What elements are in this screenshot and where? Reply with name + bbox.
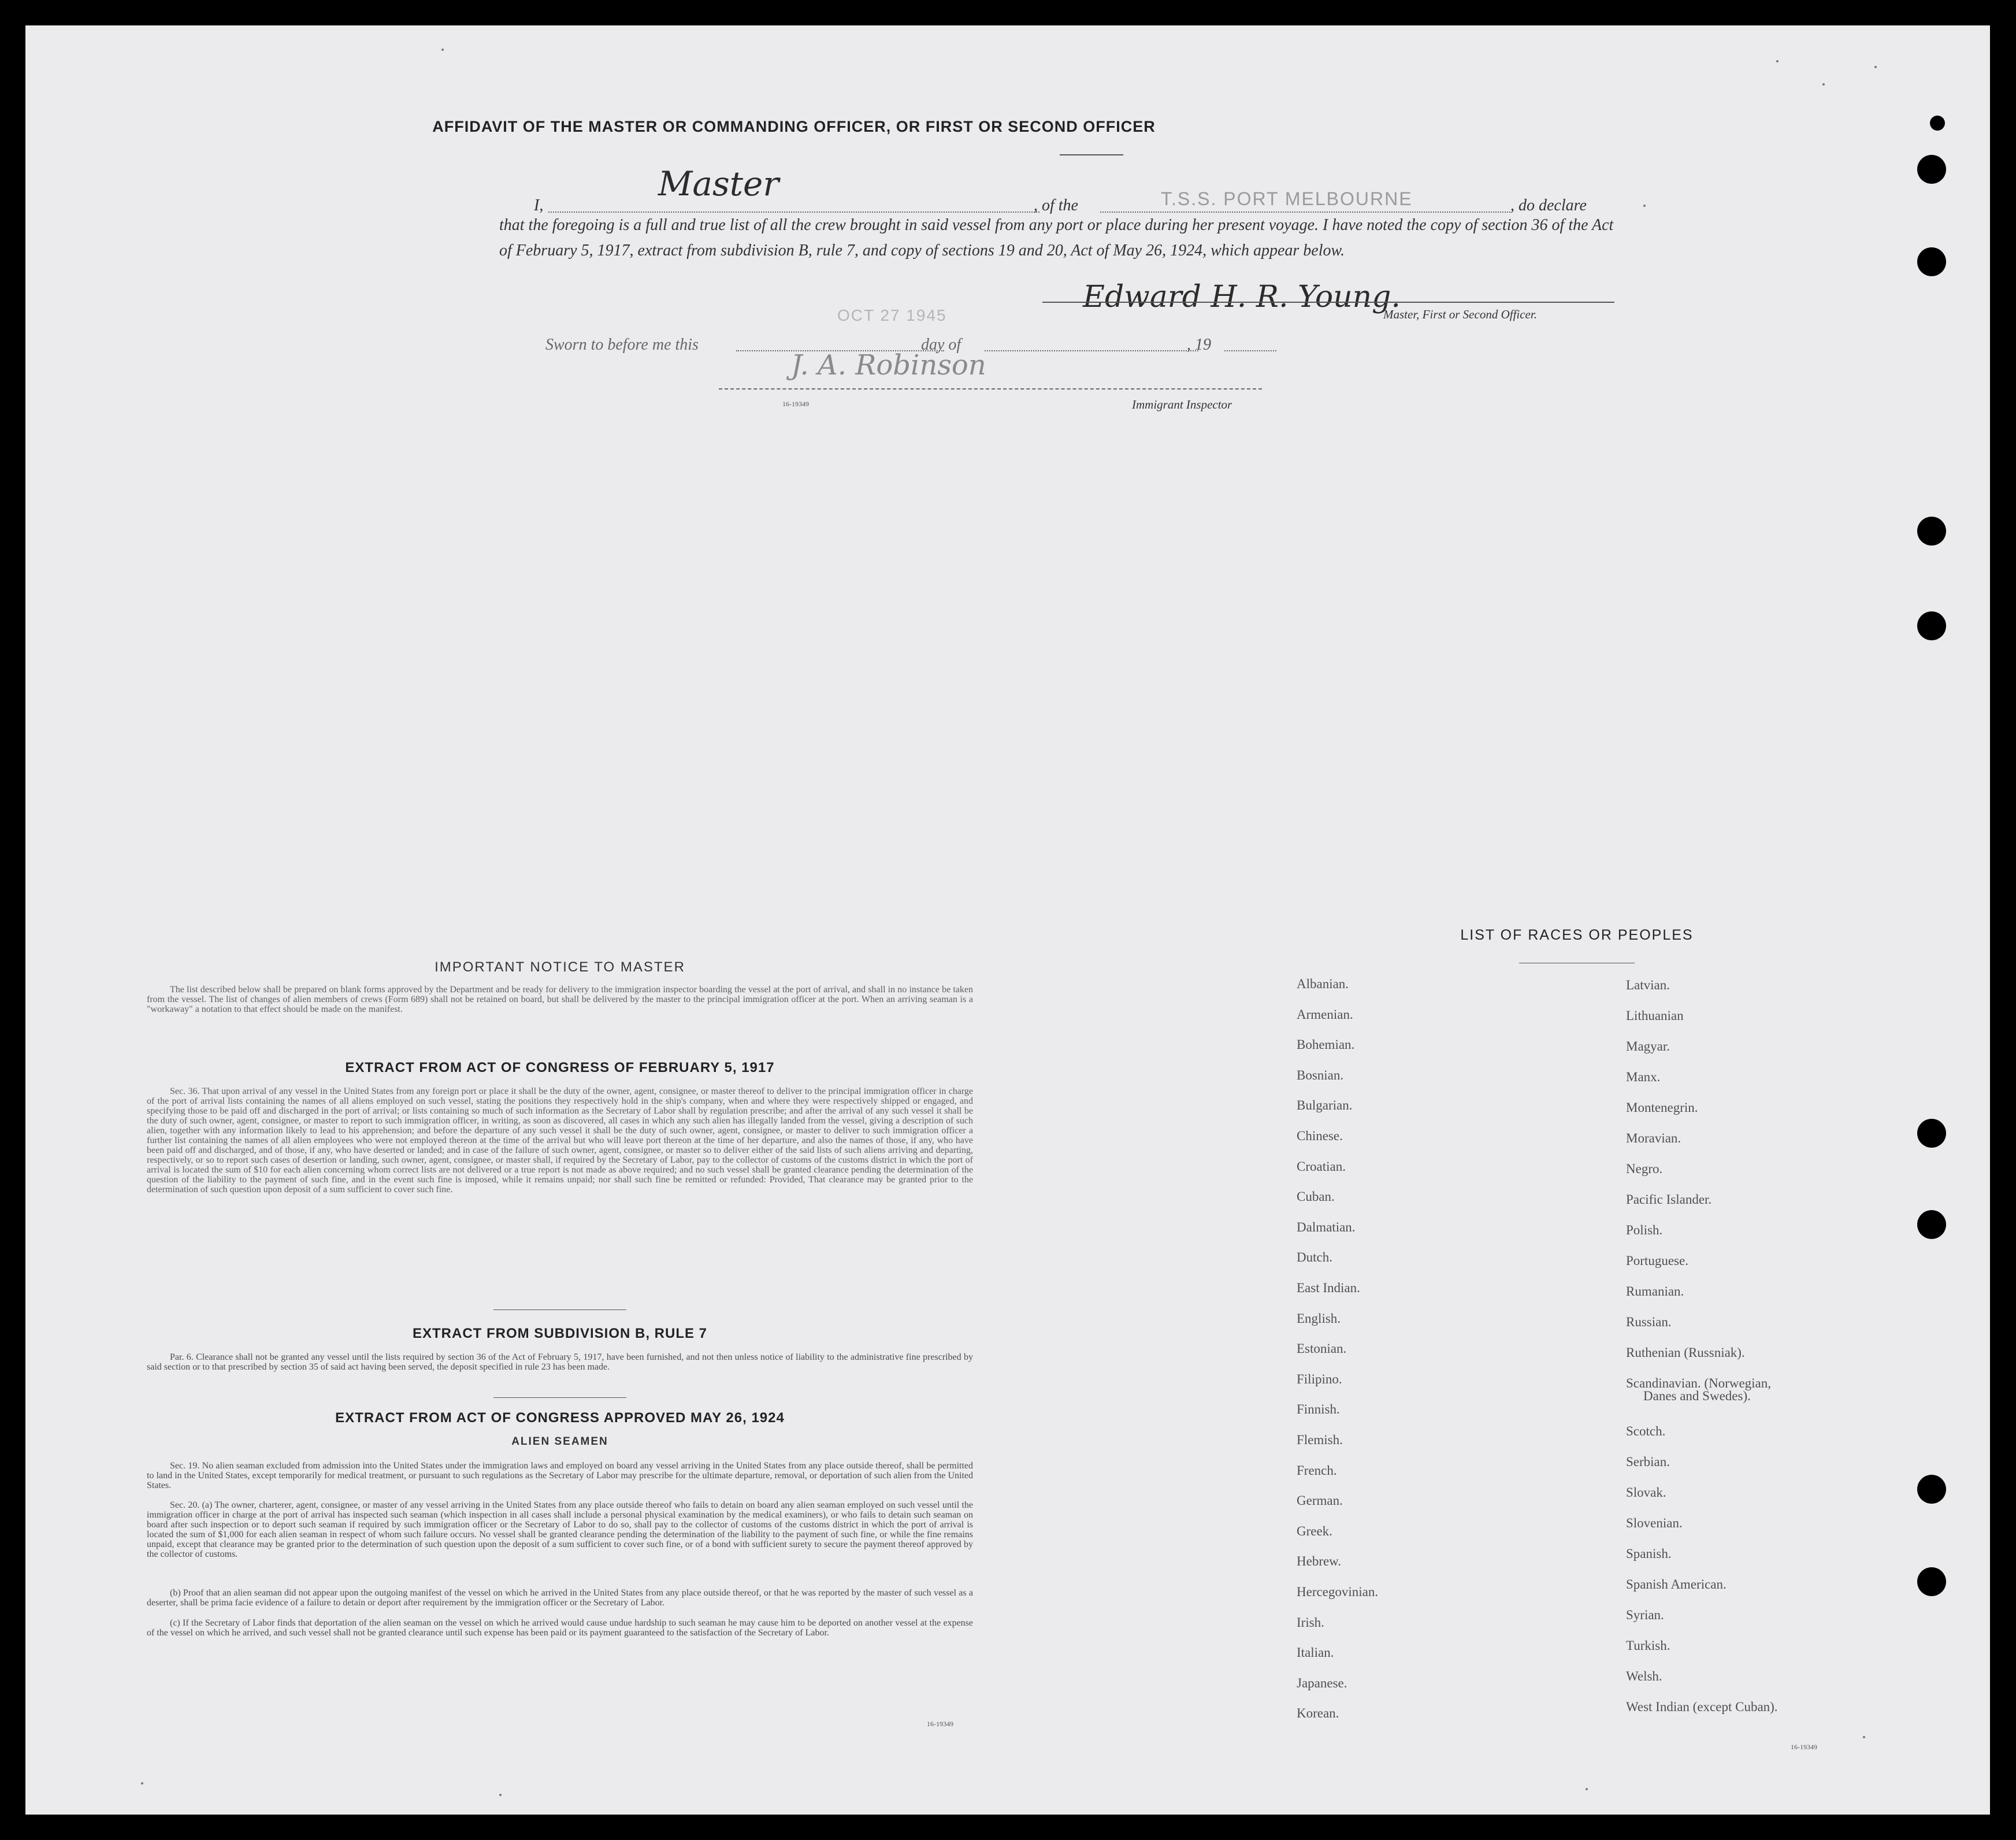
race-item: Armenian. [1297, 1007, 1353, 1022]
race-item: Portuguese. [1626, 1253, 1688, 1268]
inspector-line [719, 388, 1262, 389]
race-item: Scandinavian. (Norwegian, [1626, 1376, 1772, 1390]
punch-hole [1930, 116, 1945, 131]
punch-hole [1917, 155, 1946, 184]
races-title: LIST OF RACES OR PEOPLES [1460, 927, 1694, 943]
race-item: Scotch. [1626, 1424, 1666, 1438]
notice-title: IMPORTANT NOTICE TO MASTER [435, 959, 685, 975]
race-item: Croatian. [1297, 1159, 1346, 1174]
punch-hole [1917, 1567, 1946, 1596]
race-item: Serbian. [1626, 1455, 1670, 1469]
race-item: Hercegovinian. [1297, 1585, 1379, 1599]
extract-divider-2 [493, 1397, 626, 1398]
extract-1924-title: EXTRACT FROM ACT OF CONGRESS APPROVED MAY 26, 1924 [335, 1410, 785, 1426]
sworn-month-line [985, 350, 1198, 351]
race-item: Bulgarian. [1297, 1098, 1353, 1113]
race-item: East Indian. [1297, 1281, 1360, 1295]
declarant-handwriting: Master [658, 164, 779, 203]
master-signature: Edward H. R. Young. [1083, 280, 1401, 314]
signature-caption: Master, First or Second Officer. [1383, 307, 1537, 321]
race-item: Magyar. [1626, 1039, 1670, 1053]
punch-hole [1917, 1475, 1946, 1504]
race-item: Manx. [1626, 1070, 1661, 1084]
extract-divider-1 [493, 1309, 626, 1310]
race-item: Dutch. [1297, 1250, 1332, 1265]
race-item: Chinese. [1297, 1129, 1343, 1143]
declaration-body: that the foregoing is a full and true list of all the crew brought in said vessel from any port or place during her present voyage. I have noted the copy of section 36 of the Act of February 5, 1917, extract from subdivision B, rule 7, and copy of sections 19 and 20, Act of May 26, 1924, which appear below. [499, 216, 1614, 259]
race-item: Flemish. [1297, 1433, 1343, 1447]
race-item: Japanese. [1297, 1675, 1347, 1690]
race-item: Albanian. [1297, 977, 1349, 991]
race-item: Spanish. [1626, 1546, 1672, 1561]
punch-hole [1917, 611, 1946, 640]
sec20a-paragraph: Sec. 20. (a) The owner, charterer, agent, consignee, or master of any vessel arriving in the United States from any place outside thereof who fails to detain on board any alien seaman employed on such vessel until the immigration officer in charge at the port of arrival has inspected such seaman (which inspection in all cases shall include a personal physical examination by the medical examiners), or who fails to detain such seaman on board after such inspection or to deport such seaman if required by such immigration officer or the Secretary of Labor to do so, shall pay to the collector of customs of the customs district in which the port of arrival is located the sum of $1,000 for each alien seaman in respect of whom such failure occurs. No vessel shall be granted clearance pending the determination of the liability to the payment of such fine, or while the fine remains unpaid, except that clearance may be granted prior to the determination of such question upon the deposit of a sum sufficient to cover such fine, or of a bond with sufficient surety to secure the payment thereof approved by the collector of customs. [147, 1500, 973, 1559]
sec20c-paragraph: (c) If the Secretary of Labor finds that deportation of the alien seaman on the vessel on which he arrived would cause undue hardship to such seaman he may cause him to be deported on another vessel at the expense of the vessel on which he arrived, and such vessel shall not be granted clearance until such expense has been paid or its payment guaranteed to the satisfaction of the Secretary of Labor. [147, 1618, 973, 1638]
punch-hole [1917, 247, 1946, 276]
vessel-stamp: T.S.S. PORT MELBOURNE [1161, 188, 1413, 209]
race-item: Cuban. [1297, 1189, 1335, 1204]
affidavit-title: AFFIDAVIT OF THE MASTER OR COMMANDING OFFICER, OR FIRST OR SECOND OFFICER [432, 118, 1156, 135]
race-item: French. [1297, 1463, 1337, 1478]
sworn-text: Sworn to before me this [545, 336, 699, 354]
title-divider [1060, 154, 1123, 155]
form-number-bottom-left: 16-19349 [927, 1720, 953, 1728]
race-item: Slovenian. [1626, 1516, 1683, 1530]
paper-speck [1863, 1736, 1865, 1738]
paper-speck [499, 1794, 502, 1796]
race-item: Welsh. [1626, 1669, 1662, 1683]
race-item: Estonian. [1297, 1341, 1347, 1356]
race-item: Finnish. [1297, 1402, 1340, 1417]
form-number-top: 16-19349 [782, 400, 809, 408]
paper-speck [1776, 60, 1779, 62]
race-item: Bohemian. [1297, 1037, 1355, 1052]
paper-speck [1822, 83, 1825, 86]
sec19-paragraph: Sec. 19. No alien seaman excluded from admission into the United States under the immigration laws and employed on board any vessel arriving in the United States from any place outside thereof, shall be permitted to land in the United States, except temporarily for medical treatment, or pursuant to such regulations as the Secretary of Labor may prescribe for the ultimate departure, removal, or deportation of such alien from the United States. [147, 1461, 973, 1490]
paper-speck [1874, 66, 1877, 68]
race-item: Latvian. [1626, 978, 1670, 992]
race-item: Negro. [1626, 1162, 1663, 1176]
race-item: Lithuanian [1626, 1008, 1684, 1023]
extract-1917-title: EXTRACT FROM ACT OF CONGRESS OF FEBRUARY 5, 1917 [345, 1060, 775, 1075]
race-item: Filipino. [1297, 1371, 1342, 1386]
race-item: Korean. [1297, 1706, 1339, 1721]
rule7-title: EXTRACT FROM SUBDIVISION B, RULE 7 [412, 1326, 708, 1341]
inspector-signature: J. A. Robinson [791, 349, 986, 381]
rule7-body: Par. 6. Clearance shall not be granted any vessel until the lists required by section 36 of the Act of February 5, 1917, have been furnished, and not then unless notice of liability to the administrative fine prescribed by said section or to that prescribed by section 35 of said act having been served, the deposit specified in rule 23 has been made. [147, 1352, 973, 1372]
race-item: Irish. [1297, 1615, 1324, 1630]
race-item: Ruthenian (Russniak). [1626, 1345, 1745, 1360]
race-item: Danes and Swedes). [1643, 1389, 1751, 1403]
paper-speck [1643, 205, 1646, 207]
race-item: Syrian. [1626, 1608, 1664, 1622]
race-item: Turkish. [1626, 1638, 1670, 1653]
date-stamp: OCT 27 1945 [837, 306, 947, 324]
punch-hole [1917, 1119, 1946, 1148]
race-item: Greek. [1297, 1523, 1332, 1538]
race-item: Montenegrin. [1626, 1100, 1698, 1115]
punch-hole [1917, 1210, 1946, 1239]
year-line [1224, 350, 1276, 351]
inspector-caption: Immigrant Inspector [1132, 398, 1232, 411]
document-page [25, 25, 1990, 1815]
race-item: German. [1297, 1493, 1343, 1508]
race-item: Rumanian. [1626, 1284, 1684, 1299]
signature-line [1042, 302, 1614, 303]
alien-seamen-subtitle: ALIEN SEAMEN [511, 1435, 608, 1448]
race-item: Russian. [1626, 1315, 1672, 1329]
punch-hole [1917, 517, 1946, 546]
race-item: Spanish American. [1626, 1577, 1727, 1592]
paper-speck [1586, 1788, 1588, 1790]
year-prefix: , 19 [1187, 336, 1211, 354]
of-the-label: , of the [1034, 196, 1078, 214]
race-item: Slovak. [1626, 1485, 1666, 1500]
day-of-label: day of [921, 336, 961, 354]
sec20b-paragraph: (b) Proof that an alien seaman did not appear upon the outgoing manifest of the vessel on which he arrived in the United States from any place outside thereof, or that he was reported by the master of such vessel as a deserter, shall be prima facie evidence of a failure to detain or deport after requirement by the immigration officer or the Secretary of Labor. [147, 1588, 973, 1608]
notice-body: The list described below shall be prepared on blank forms approved by the Department and be ready for delivery to the immigration inspector boarding the vessel at the port of arrival, and shall in no instance be taken from the vessel. The list of changes of alien members of crews (Form 689) shall not be retained on board, but shall be delivered by the master to the principal immigration officer at the port. When an arriving seaman is a "workaway" a notation to that effect should be made on the manifest. [147, 985, 973, 1014]
race-item: Italian. [1297, 1645, 1334, 1660]
race-item: Bosnian. [1297, 1067, 1344, 1082]
race-item: Polish. [1626, 1223, 1663, 1237]
race-item: West Indian (except Cuban). [1626, 1700, 1778, 1714]
race-item: English. [1297, 1311, 1341, 1326]
race-item: Pacific Islander. [1626, 1192, 1712, 1207]
race-item: Moravian. [1626, 1131, 1681, 1145]
race-item: Dalmatian. [1297, 1219, 1356, 1234]
paper-speck [441, 49, 444, 51]
declarant-prefix: I, [534, 196, 544, 214]
race-item: Hebrew. [1297, 1554, 1342, 1569]
form-number-bottom-right: 16-19349 [1791, 1743, 1817, 1751]
paper-speck [141, 1782, 143, 1785]
extract-1917-body: Sec. 36. That upon arrival of any vessel in the United States from any foreign port or place it shall be the duty of the owner, agent, consignee, or master thereof to deliver to the principal immigration officer in charge of the port of arrival lists containing the names of all aliens employed on such vessel, stating the positions they respectively hold in the ship's company, when and where they were respectively shipped or engaged, and specifying those to be paid off and discharged in the port of arrival; or lists containing so much of such information as the Secretary of Labor shall by regulation prescribe; and after the arrival of any such vessel it shall be the duty of such owner, agent, consignee, or master to report to such immigration officer, in writing, as soon as discovered, all cases in which any such alien has illegally landed from the vessel, giving a description of such alien, together with any information likely to lead to his apprehension; and before the departure of any such vessel it shall be the duty of such owner, agent, consignee, or master to deliver to such immigration officer a further list containing the names of all alien employees who were not employed thereon at the time of the arrival but who will leave port thereon at the time of her departure, and also the names of those, if any, who have been paid off and discharged, and of those, if any, who have deserted or landed; and in case of the failure of such owner, agent, consignee, or master so to deliver either of the said lists of such aliens arriving and departing, respectively, or so to report such cases of desertion or landing, such owner, agent, consignee, or master shall, if required by the Secretary of Labor, pay to the collector of customs of the customs district in which the port of arrival is located the sum of $10 for each alien concerning whom correct lists are not delivered or a true report is not made as above required; and no such vessel shall be granted clearance pending the determination of the question of the liability to the payment of such fine, and in the event such fine is imposed, while it remains unpaid; nor shall such fine be remitted or refunded: Provided, That clearance may be granted prior to the determination of such question upon deposit of a sum sufficient to cover such fine. [147, 1086, 973, 1194]
do-declare-label: , do declare [1510, 196, 1587, 214]
